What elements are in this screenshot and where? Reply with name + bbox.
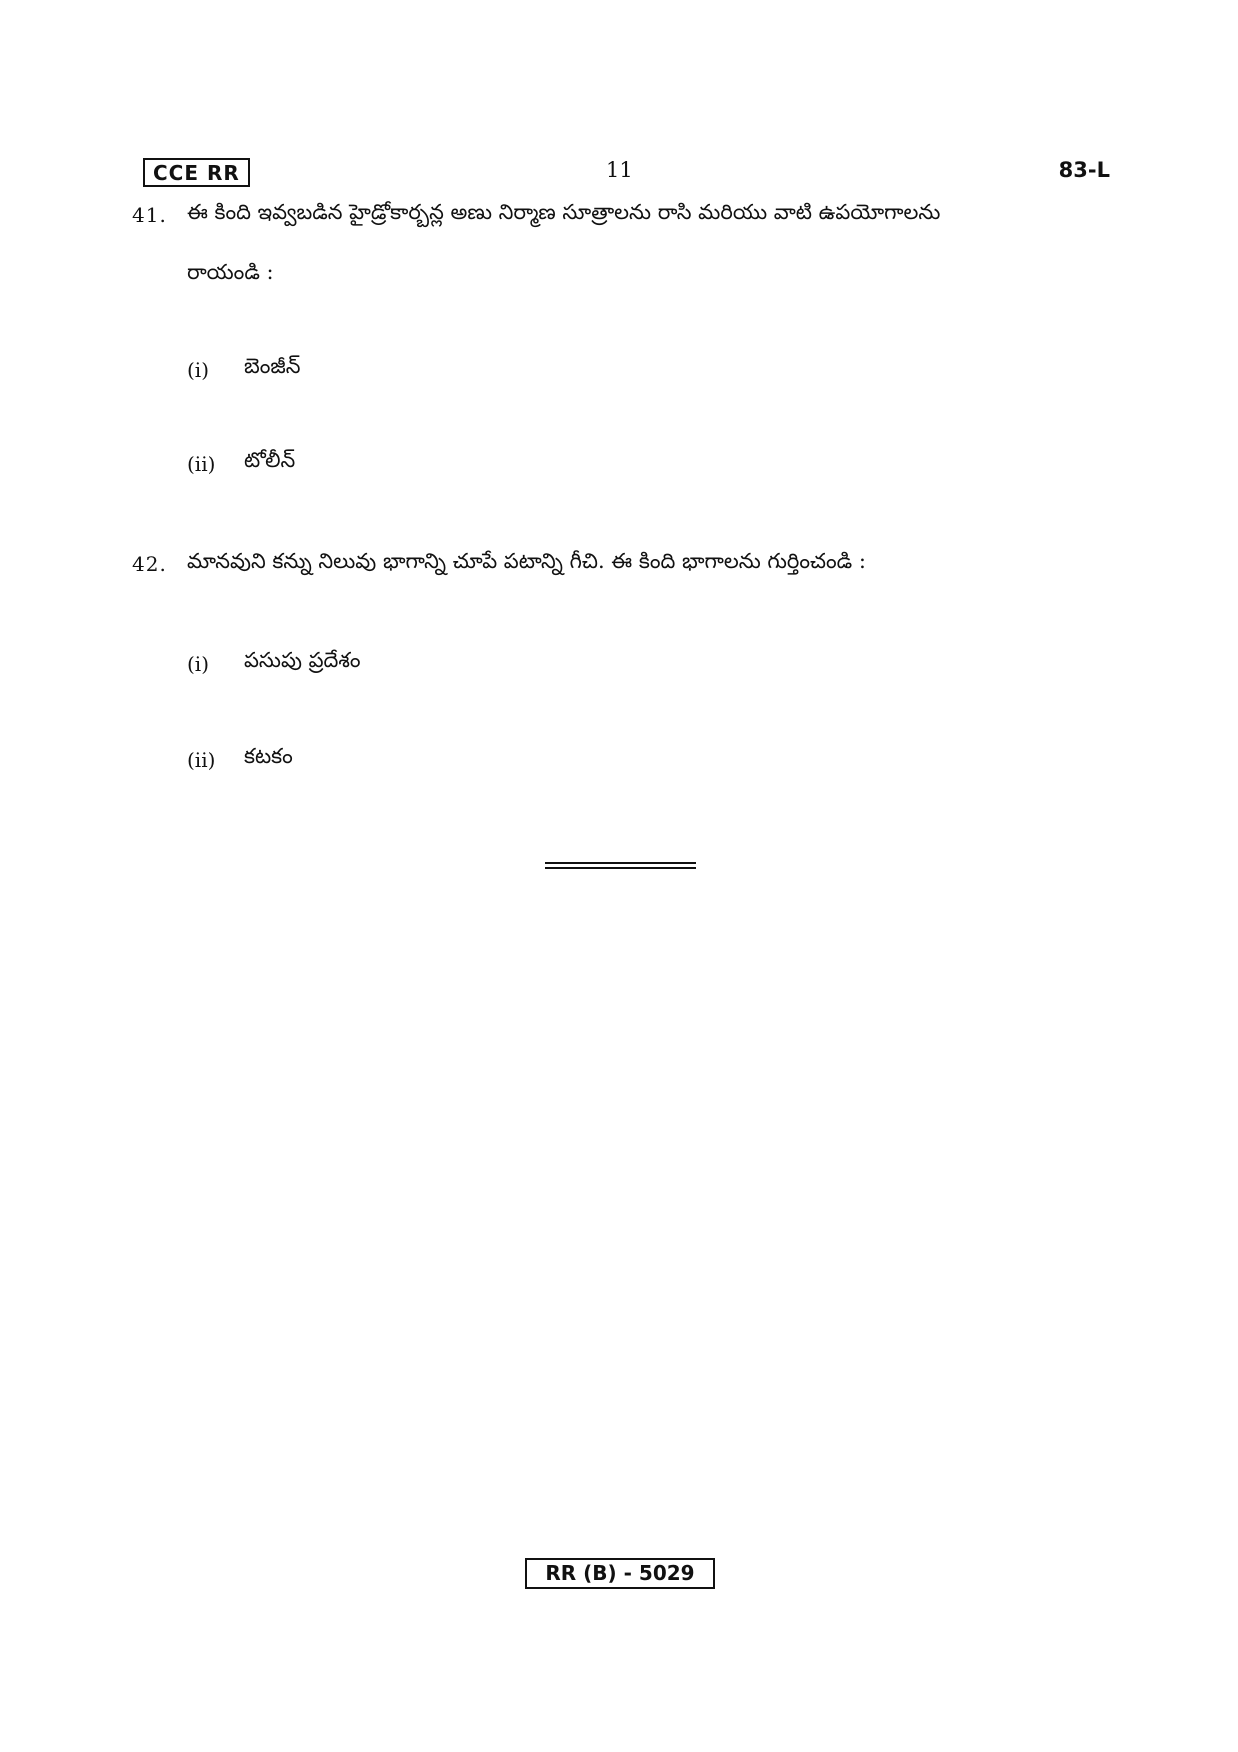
- footer-code-box: RR (B) - 5029: [525, 1558, 715, 1589]
- question-41-text-line1: ఈ కింది ఇవ్వబడిన హైడ్రోకార్బన్ల అణు నిర్మాణ సూత్రాలను రాసి మరియు వాటి ఉపయోగాలను: [187, 200, 941, 224]
- question-42-part-2-text: కటకం: [244, 744, 293, 768]
- question-42-part-2-label: (ii): [187, 748, 216, 772]
- end-divider: [545, 862, 696, 869]
- question-41-part-2-label: (ii): [187, 452, 216, 476]
- question-42-text-line1: మానవుని కన్ను నిలువు భాగాన్ని చూపే పటాన్ని గీచి. ఈ కింది భాగాలను గుర్తించండి :: [187, 549, 866, 573]
- question-41-part-1-label: (i): [187, 358, 210, 382]
- question-42-part-1-label: (i): [187, 652, 210, 676]
- paper-code: 83-L: [1058, 158, 1110, 182]
- question-41-number: 41.: [132, 203, 167, 227]
- exam-code-box: CCE RR: [143, 158, 250, 187]
- question-41-text-line2: రాయండి :: [187, 260, 274, 284]
- question-41-part-1-text: బెంజీన్: [244, 354, 301, 378]
- question-42-number: 42.: [132, 552, 167, 576]
- question-41-part-2-text: టోలీన్: [244, 448, 296, 472]
- question-42-part-1-text: పసుపు ప్రదేశం: [244, 648, 361, 672]
- page-number: 11: [606, 158, 633, 182]
